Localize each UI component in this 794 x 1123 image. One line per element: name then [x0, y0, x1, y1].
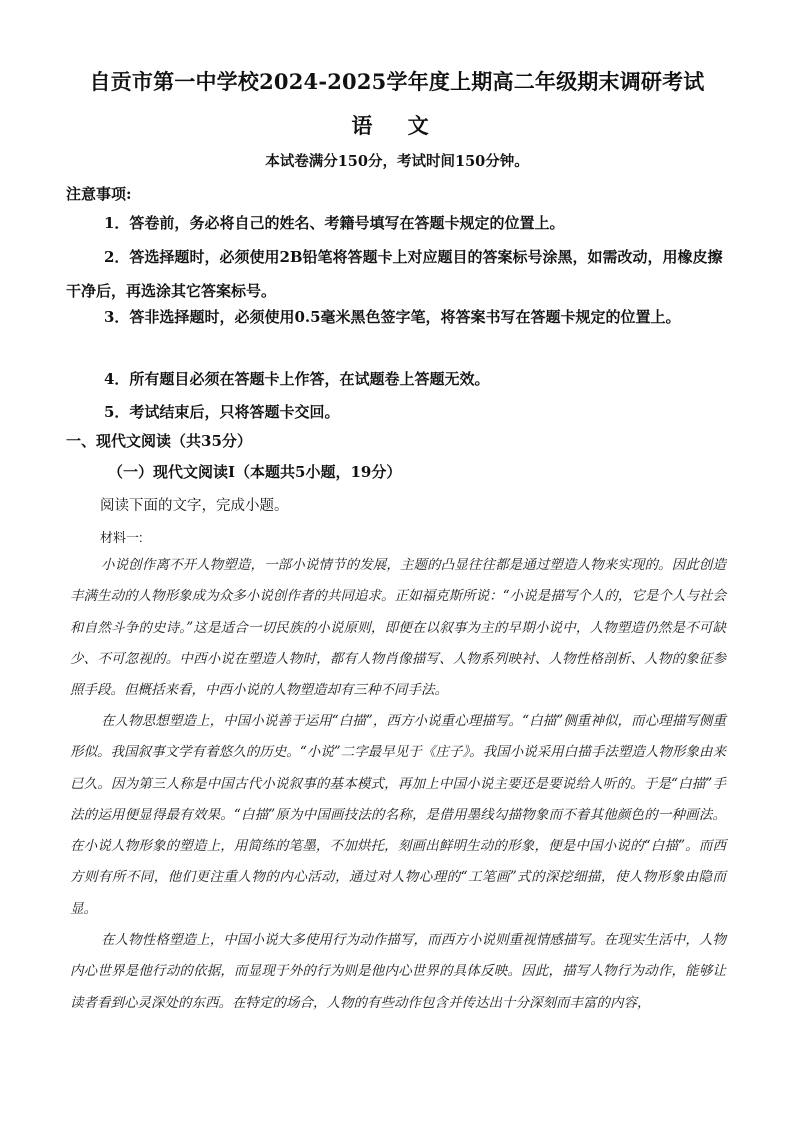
notice-item-5: 5．考试结束后，只将答题卡交回。	[104, 403, 340, 421]
exam-info: 本试卷满分150分，考试时间150分钟。	[265, 153, 529, 170]
passage-paragraph-2: 在人物思想塑造上，中国小说善于运用“白描”，西方小说重心理描写。“白描”侧重神似，而心理描写侧重形似。我国叙事文学有着悠久的历史。“小说”二字最早见于《庄子》。我国小说采用白描手法塑造人物形象由来已久。因为第三人称是中国古代小说叙事的基本模式，再加上中国小说主要还是要说给人听的。于是“白描”手法的运用便显得最有效果。“白描”原为中国画技法的名称，是借用墨线勾描物象而不着其他颜色的一种画法。在小说人物形象的塑造上，用简练的笔墨，不加烘托，刻画出鲜明生动的形象，便是中国小说的“白描”。而西方则有所不同，他们更注重人物的内心活动，通过对人物心理的“工笔画”式的深挖细描，使人物形象由隐而显。	[70, 713, 726, 917]
notice-heading: 注意事项:	[66, 185, 132, 203]
subsection-heading: （一）现代文阅读Ⅰ（本题共5小题，19分）	[108, 463, 402, 481]
notice-item-2: 2．答选择题时，必须使用2B铅笔将答题卡上对应题目的答案标号涂黑，如需改动，用橡皮擦干净后，再选涂其它答案标号。	[66, 248, 723, 300]
reading-instruction: 阅读下面的文字，完成小题。	[100, 498, 289, 514]
notice-item-3: 3．答非选择题时，必须使用0.5毫米黑色签字笔，将答案书写在答题卡规定的位置上。	[104, 308, 681, 326]
subject-title: 语 文	[351, 113, 443, 138]
notice-item-4: 4．所有题目必须在答题卡上作答，在试题卷上答题无效。	[104, 370, 490, 388]
passage-paragraph-3: 在人物性格塑造上，中国小说大多使用行为动作描写，而西方小说则重视情感描写。在现实生活中，人物内心世界是他行动的依据，而显现于外的行为则是他内心世界的具体反映。因此，描写人物行为动作，能够让读者看到心灵深处的东西。在特定的场合，人物的有些动作包含并传达出十分深刻而丰富的内容，	[70, 932, 726, 1011]
passage-paragraph-1: 小说创作离不开人物塑造，一部小说情节的发展，主题的凸显往往都是通过塑造人物来实现的。因此创造丰满生动的人物形象成为众多小说创作者的共同追求。正如福克斯所说：“小说是描写个人的，它是个人与社会和自然斗争的史诗。”这是适合一切民族的小说原则，即便在以叙事为主的早期小说中，人物塑造仍然是不可缺少、不可忽视的。中西小说在塑造人物时，都有人物肖像描写、人物系列映衬、人物性格剖析、人物的象征参照手段。但概括来看，中西小说的人物塑造却有三种不同手法。	[70, 557, 726, 699]
notice-item-1: 1．答卷前，务必将自己的姓名、考籍号填写在答题卡规定的位置上。	[104, 214, 565, 232]
material-label: 材料一:	[100, 530, 143, 545]
section-heading: 一、现代文阅读（共35分）	[66, 432, 252, 450]
exam-title: 自贡市第一中学校2024-2025学年度上期高二年级期末调研考试	[89, 69, 705, 94]
